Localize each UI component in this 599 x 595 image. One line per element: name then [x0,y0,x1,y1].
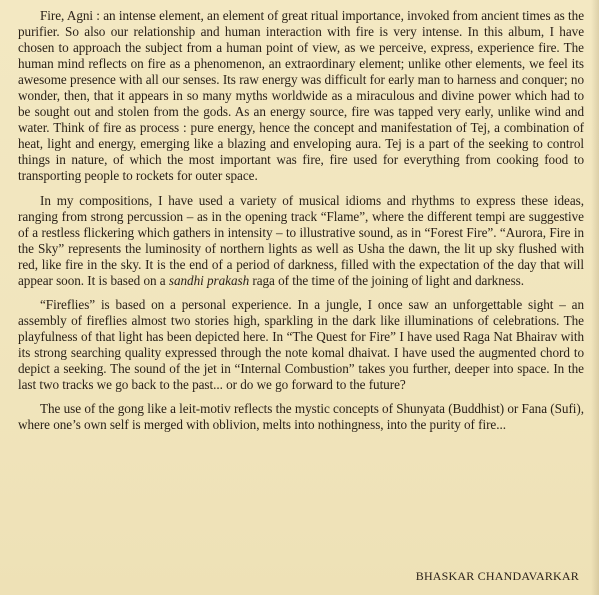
paragraph-4-text: The use of the gong like a leit-motiv reflects the mystic concepts of Shunyata (Buddhist) or Fana (Sufi), where one’s own self is merged with oblivion, melts into nothingness, into the purity of fire... [18,401,584,433]
author-signature: BHASKAR CHANDAVARKAR [415,569,579,583]
paragraph-2-text-b: raga of the time of the joining of light and darkness. [249,272,524,288]
paragraph-3-text: “Fireflies” is based on a personal experience. In a jungle, I once saw an unforgettable sight – an assembly of fireflies almost two stories high, sparkling in the dark like illuminations of celebrations. The playfulness of that light has been depicted here. In “The Quest for Fire” I have used Raga Nat Bhairav with its strong searching quality expressed through the note komal dhaivat. I have used the augmented chord to depict a seeking. The sound of the jet in “Internal Combustion” takes you further, deeper into space. In the last two tracks we go back to the past... or do we go forward to the future? [18,296,584,393]
paragraph-1-text: Fire, Agni : an intense element, an element of great ritual importance, invoked from ancient times as the purifier. So also our relationship and human interaction with fire is very intense. In this album, I have chosen to approach the subject from a human point of view, as we perceive, express, experience fire. The human mind reflects on fire as a phenomenon, an extraordinary element; unlike other elements, we feel its awesome presence with all our senses. Its raw energy was difficult for early man to harness and conquer; no wonder, then, that it appears in so many myths worldwide as a miraculous and divine power which had to be sought out and stolen from the gods. As an energy source, fire was tapped very early, unlike wind and water. Think of fire as process : pure energy, hence the concept and manifestation of Tej, a combination of heat, light and energy, emerging like a blazing and enveloping aura. Tej is a part of the seeking to control things in nature, of which the most important was fire, fire used for everything from cooking food to transporting people to rockets for outer space. [18,8,584,184]
paragraph-2-text-a: In my compositions, I have used a variety of musical idioms and rhythms to express these ideas, ranging from strong percussion – as in the opening track “Flame”, where the different tempi are suggestive of a restless flickering which gathers in intensity – to illustrative sound, as in “Forest Fire”. “Aurora, Fire in the Sky” represents the luminosity of northern lights as well as Usha the dawn, the lit up sky flushed with red, like fire in the sky. It is the end of a period of darkness, filled with the expectation of the day that will appear soon. It is based on a [18,192,584,288]
paragraph-4 [18,401,584,433]
paragraph-2-italic-term: sandhi prakash [168,272,250,288]
paragraph-3 [18,297,584,393]
paragraph-2 [18,193,584,289]
liner-notes-text [18,8,584,433]
page-edge-shadow [591,0,599,595]
paragraph-1 [18,8,584,185]
